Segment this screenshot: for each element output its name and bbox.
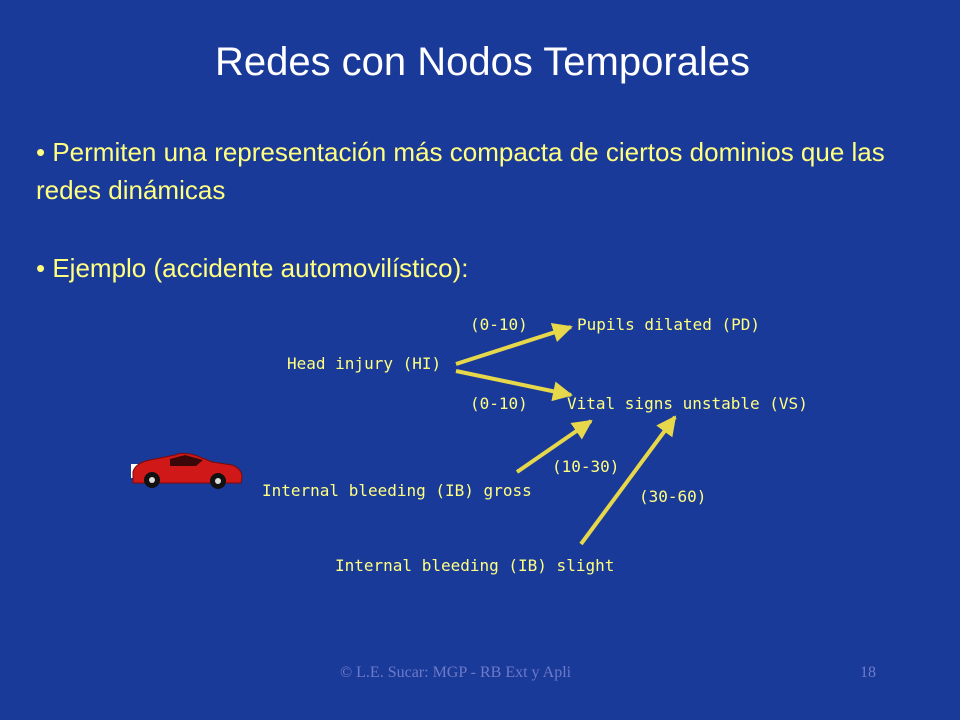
edge-hi-vs bbox=[456, 371, 571, 395]
edge-label-slight-vs: (30-60) bbox=[639, 487, 707, 506]
node-internal-bleeding-slight: Internal bleeding (IB) slight bbox=[335, 556, 615, 575]
edge-label-hi-pd: (0-10) bbox=[470, 315, 528, 334]
bullet-item: • Ejemplo (accidente automovilístico): bbox=[36, 253, 469, 283]
slide-title: Redes con Nodos Temporales bbox=[214, 40, 751, 84]
node-vital-signs: Vital signs unstable (VS) bbox=[567, 394, 808, 413]
page-number: 18 bbox=[860, 664, 876, 681]
node-pupils-dilated: Pupils dilated (PD) bbox=[577, 315, 761, 334]
car-icon bbox=[131, 453, 242, 489]
footer-credit: © L.E. Sucar: MGP - RB Ext y Apli bbox=[340, 664, 572, 681]
bullet-item: • Permiten una representación más compacta de ciertos dominios que las redes dinámicas bbox=[36, 137, 885, 205]
bullet-text: Permiten una representación más compacta de ciertos dominios que las redes dinámicas bbox=[36, 137, 885, 205]
bullet-text: Ejemplo (accidente automovilístico): bbox=[52, 253, 469, 283]
node-internal-bleeding-gross: Internal bleeding (IB) gross bbox=[262, 481, 532, 500]
node-head-injury: Head injury (HI) bbox=[287, 354, 442, 373]
edge-slight-vs bbox=[581, 417, 675, 544]
edge-label-gross-vs: (10-30) bbox=[552, 457, 620, 476]
edge-label-hi-vs: (0-10) bbox=[470, 394, 528, 413]
